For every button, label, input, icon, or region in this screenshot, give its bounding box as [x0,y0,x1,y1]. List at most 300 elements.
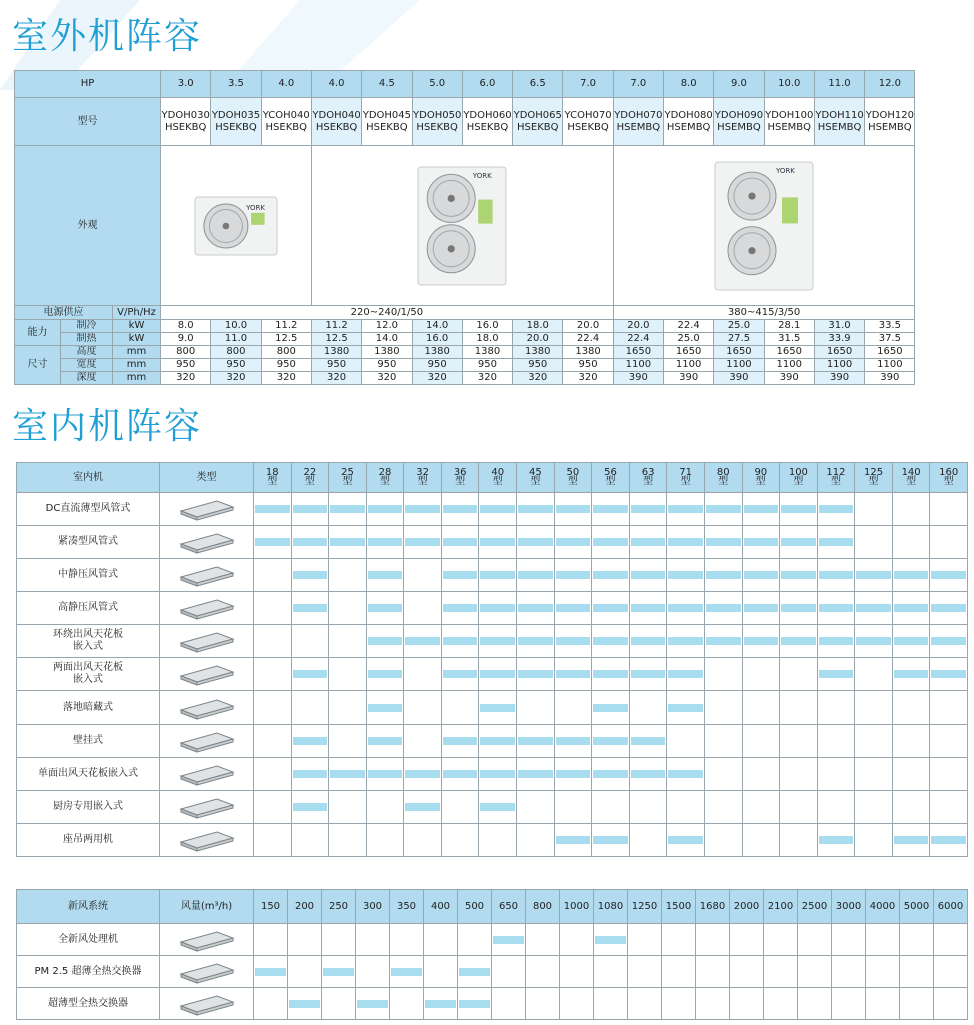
flow-header: 800 [526,890,560,924]
availability-bar [480,505,515,513]
svg-text:YORK: YORK [473,171,492,180]
depth-value: 390 [613,372,663,385]
indoor-header-row [17,463,968,493]
availability-cell [892,625,930,658]
type-image-cell [160,758,254,791]
availability-cell [629,526,667,559]
size-header: 112 型 [817,463,855,493]
availability-cell [441,658,479,691]
height-value: 1380 [362,346,412,359]
availability-bar [931,637,966,645]
type-image-cell [160,625,254,658]
hp-value: 9.0 [714,71,764,98]
availability-cell [526,924,560,956]
availability-cell [742,791,780,824]
availability-cell [291,758,329,791]
availability-bar [744,604,779,612]
availability-cell [254,725,292,758]
flow-header: 300 [356,890,390,924]
type-image-cell [160,592,254,625]
unit-label: mm [113,359,161,372]
heating-value: 14.0 [362,333,412,346]
availability-cell [704,824,742,857]
availability-bar [443,637,478,645]
availability-cell [291,559,329,592]
size-header: 125 型 [855,463,893,493]
availability-cell [479,658,517,691]
availability-bar [706,538,741,546]
availability-bar [668,538,703,546]
type-image-cell [160,924,254,956]
heating-value: 25.0 [664,333,714,346]
fresh-row [17,956,968,988]
availability-cell [817,526,855,559]
height-value: 1650 [865,346,915,359]
width-value: 1100 [664,359,714,372]
cooling-value: 31.0 [814,320,864,333]
availability-cell [934,988,968,1020]
availability-bar [368,704,403,712]
availability-cell [594,988,628,1020]
width-value: 1100 [613,359,663,372]
availability-cell [855,625,893,658]
size-header: 45 型 [517,463,555,493]
depth-value: 320 [211,372,261,385]
availability-cell [254,956,288,988]
availability-cell [930,592,968,625]
availability-bar [631,670,666,678]
availability-cell [817,493,855,526]
outdoor-unit-table [14,70,966,385]
availability-bar [480,803,515,811]
indoor-row [17,625,968,658]
outdoor-unit-image [417,166,507,286]
availability-bar [781,571,816,579]
availability-cell [629,758,667,791]
hp-value: 4.5 [362,71,412,98]
hp-value: 6.0 [462,71,512,98]
type-image-cell [160,725,254,758]
availability-cell [254,791,292,824]
availability-bar [894,604,929,612]
availability-cell [704,725,742,758]
size-header: 56 型 [592,463,630,493]
availability-cell [629,691,667,725]
availability-bar [443,538,478,546]
availability-bar [856,604,891,612]
availability-bar [556,637,591,645]
heating-value: 18.0 [462,333,512,346]
model-name: YDOH070 HSEMBQ [613,98,663,146]
hp-value: 3.5 [211,71,261,98]
model-label: 型号 [15,98,161,146]
heating-value: 11.0 [211,333,261,346]
availability-cell [855,824,893,857]
indoor-row [17,791,968,824]
availability-bar [518,505,553,513]
indoor-unit-image [177,662,237,686]
availability-cell [366,526,404,559]
availability-bar [405,637,440,645]
model-name: YCOH070 HSEKBQ [563,98,613,146]
heating-value: 31.5 [764,333,814,346]
heating-row [15,333,966,346]
model-row [15,98,966,146]
cooling-value: 12.0 [362,320,412,333]
flow-header: 1250 [628,890,662,924]
availability-cell [554,625,592,658]
availability-bar [518,737,553,745]
indoor-row [17,559,968,592]
availability-bar [894,670,929,678]
depth-value: 320 [311,372,361,385]
availability-cell [592,526,630,559]
depth-value: 320 [563,372,613,385]
size-header: 40 型 [479,463,517,493]
availability-cell [329,493,367,526]
width-value: 1100 [814,359,864,372]
availability-cell [291,824,329,857]
availability-bar [368,637,403,645]
cooling-value: 11.2 [311,320,361,333]
availability-cell [780,625,818,658]
availability-bar [293,604,328,612]
availability-bar [593,704,628,712]
availability-cell [930,758,968,791]
availability-cell [592,559,630,592]
availability-cell [667,526,705,559]
availability-bar [744,571,779,579]
availability-bar [518,604,553,612]
availability-cell [696,924,730,956]
model-name: YDOH035 HSEKBQ [211,98,261,146]
availability-cell [390,956,424,988]
availability-cell [390,988,424,1020]
flow-label: 风量(m³/h) [160,890,254,924]
availability-bar [480,571,515,579]
availability-cell [628,988,662,1020]
width-value: 950 [261,359,311,372]
availability-cell [817,625,855,658]
availability-bar [518,770,553,778]
size-header: 18 型 [254,463,292,493]
hp-value: 11.0 [814,71,864,98]
cooling-value: 28.1 [764,320,814,333]
indoor-unit-name: 落地暗藏式 [17,691,160,725]
availability-bar [668,604,703,612]
availability-bar [744,637,779,645]
width-value: 950 [563,359,613,372]
availability-bar [931,604,966,612]
height-value: 800 [211,346,261,359]
availability-cell [366,592,404,625]
availability-bar [631,737,666,745]
availability-bar [443,505,478,513]
availability-bar [480,704,515,712]
unit-label: kW [113,320,161,333]
height-value: 1380 [311,346,361,359]
availability-cell [517,526,555,559]
availability-cell [730,924,764,956]
availability-bar [668,505,703,513]
type-image-cell [160,824,254,857]
height-value: 1380 [563,346,613,359]
appearance-label: 外观 [15,146,161,306]
availability-cell [798,988,832,1020]
availability-cell [742,824,780,857]
availability-bar [931,836,966,844]
availability-cell [560,924,594,956]
availability-bar [330,770,365,778]
model-name: YDOH040 HSEKBQ [311,98,361,146]
availability-cell [424,924,458,956]
availability-bar [593,637,628,645]
availability-cell [554,526,592,559]
availability-bar [405,505,440,513]
availability-bar [368,737,403,745]
availability-bar [781,637,816,645]
size-header: 90 型 [742,463,780,493]
hp-value: 8.0 [664,71,714,98]
model-name: YDOH110 HSEMBQ [814,98,864,146]
unit-label: mm [113,372,161,385]
flow-header: 1680 [696,890,730,924]
cooling-value: 33.5 [865,320,915,333]
availability-cell [780,758,818,791]
availability-cell [366,791,404,824]
availability-cell [329,559,367,592]
availability-cell [554,791,592,824]
width-value: 950 [462,359,512,372]
width-label: 宽度 [61,359,113,372]
availability-bar [368,670,403,678]
height-value: 1650 [613,346,663,359]
availability-cell [667,725,705,758]
hp-value: 12.0 [865,71,915,98]
availability-cell [892,658,930,691]
availability-cell [704,658,742,691]
availability-cell [629,658,667,691]
hp-value: 10.0 [764,71,814,98]
fresh-row [17,988,968,1020]
svg-text:YORK: YORK [776,166,795,175]
heating-value: 16.0 [412,333,462,346]
cooling-value: 11.2 [261,320,311,333]
width-value: 950 [513,359,563,372]
model-name: YDOH090 HSEMBQ [714,98,764,146]
availability-cell [892,824,930,857]
availability-cell [900,956,934,988]
depth-value: 320 [362,372,412,385]
indoor-unit-image [177,497,237,521]
availability-cell [798,956,832,988]
availability-cell [780,493,818,526]
availability-cell [742,526,780,559]
availability-cell [892,526,930,559]
availability-cell [291,625,329,658]
appearance-cell [613,146,915,306]
cooling-value: 25.0 [714,320,764,333]
size-header: 22 型 [291,463,329,493]
availability-cell [704,592,742,625]
flow-header: 250 [322,890,356,924]
availability-cell [594,956,628,988]
indoor-unit-image [177,960,237,984]
height-value: 1380 [412,346,462,359]
availability-cell [855,758,893,791]
width-row [15,359,966,372]
availability-cell [696,988,730,1020]
availability-bar [595,936,626,944]
indoor-row [17,758,968,791]
availability-cell [704,559,742,592]
indoor-section-title: 室内机阵容 [12,406,203,447]
availability-bar [819,604,854,612]
availability-bar [668,637,703,645]
availability-cell [764,956,798,988]
heating-value: 27.5 [714,333,764,346]
size-header: 63 型 [629,463,667,493]
width-value: 950 [161,359,211,372]
availability-bar [894,571,929,579]
availability-cell [730,956,764,988]
availability-cell [254,658,292,691]
availability-cell [662,956,696,988]
availability-cell [254,493,292,526]
availability-cell [934,924,968,956]
availability-cell [930,559,968,592]
flow-header: 1080 [594,890,628,924]
availability-cell [479,758,517,791]
availability-cell [892,592,930,625]
availability-bar [368,770,403,778]
availability-cell [892,791,930,824]
availability-cell [492,956,526,988]
availability-cell [866,924,900,956]
power-label: 电源供应 [15,306,113,320]
availability-cell [441,824,479,857]
hp-value: 7.0 [613,71,663,98]
availability-bar [819,505,854,513]
availability-cell [329,625,367,658]
availability-cell [554,493,592,526]
size-header: 160 型 [930,463,968,493]
availability-cell [667,824,705,857]
availability-cell [832,924,866,956]
availability-cell [798,924,832,956]
availability-bar [556,505,591,513]
availability-cell [866,956,900,988]
availability-cell [780,691,818,725]
availability-cell [667,625,705,658]
availability-bar [819,571,854,579]
cooling-value: 10.0 [211,320,261,333]
indoor-unit-name: DC直流薄型风管式 [17,493,160,526]
availability-cell [892,725,930,758]
flow-header: 2100 [764,890,798,924]
hp-value: 6.5 [513,71,563,98]
availability-bar [255,968,286,976]
availability-cell [441,559,479,592]
model-name: YDOH045 HSEKBQ [362,98,412,146]
availability-cell [855,526,893,559]
availability-cell [780,791,818,824]
availability-cell [254,758,292,791]
availability-bar [293,770,328,778]
indoor-unit-table [16,462,968,857]
flow-header: 3000 [832,890,866,924]
power-value: 380~415/3/50 [613,306,915,320]
depth-value: 390 [714,372,764,385]
hp-value: 4.0 [261,71,311,98]
model-name: YDOH080 HSEMBQ [664,98,714,146]
availability-cell [592,658,630,691]
availability-cell [742,691,780,725]
availability-bar [405,538,440,546]
availability-cell [930,691,968,725]
availability-cell [855,791,893,824]
indoor-unit-name: 环绕出风天花板 嵌入式 [17,625,160,658]
appearance-cell [311,146,613,306]
availability-bar [368,604,403,612]
availability-bar [368,538,403,546]
appearance-cell [161,146,312,306]
availability-bar [744,538,779,546]
hp-value: 4.0 [311,71,361,98]
availability-bar [894,637,929,645]
availability-cell [404,526,442,559]
availability-cell [817,725,855,758]
availability-bar [593,505,628,513]
availability-cell [554,559,592,592]
hp-value: 5.0 [412,71,462,98]
availability-bar [593,670,628,678]
depth-value: 390 [764,372,814,385]
availability-cell [934,956,968,988]
indoor-row [17,526,968,559]
indoor-unit-image [177,629,237,653]
availability-cell [704,526,742,559]
availability-cell [404,625,442,658]
size-header: 100 型 [780,463,818,493]
availability-cell [704,758,742,791]
availability-cell [855,658,893,691]
availability-cell [517,625,555,658]
type-image-cell [160,691,254,725]
depth-value: 320 [513,372,563,385]
availability-cell [404,824,442,857]
availability-cell [592,758,630,791]
availability-bar [518,670,553,678]
availability-cell [479,791,517,824]
availability-cell [855,493,893,526]
availability-cell [930,791,968,824]
type-image-cell [160,526,254,559]
availability-cell [662,988,696,1020]
heating-value: 12.5 [311,333,361,346]
availability-cell [441,592,479,625]
availability-bar [668,836,703,844]
depth-value: 320 [462,372,512,385]
availability-bar [293,505,328,513]
availability-cell [592,824,630,857]
availability-cell [404,791,442,824]
availability-cell [517,658,555,691]
availability-cell [667,791,705,824]
availability-bar [631,604,666,612]
fresh-header-row [17,890,968,924]
availability-bar [631,538,666,546]
